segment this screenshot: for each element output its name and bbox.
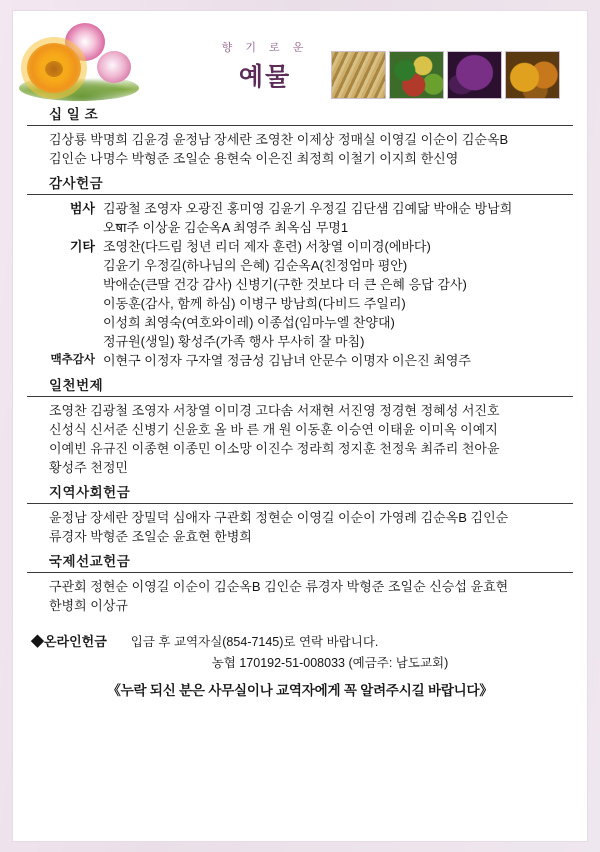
wheat-photo [331,51,386,99]
title-subtitle: 향 기 로 운 [221,42,309,54]
name-line: 이예빈 유규진 이종현 이종민 이소망 이진수 정라희 정지훈 천정욱 최쥬리 천아윤 [49,441,500,456]
title-main: 예물 [238,63,292,91]
subgroup-midyear [27,351,573,370]
subgroup-names [103,199,573,237]
vegetables-photo [389,51,444,99]
section-names [27,130,573,168]
name-line: 구관회 정현순 이영길 이순이 김순옥B 김인순 류경자 박형준 조일순 신승섭 윤효현 [49,579,509,594]
section-mission [27,550,573,615]
section-tithe [27,103,573,168]
subgroup-general [27,199,573,237]
name-line: 김윤기 우정길(하나님의 은혜) 김순옥A(친정엄마 평안) [103,258,408,273]
name-line: 류경자 박형준 조일순 윤효현 한병희 [49,529,252,544]
omission-note: 《누락 되신 분은 사무실이나 교역자에게 꼭 알려주시길 바랍니다》 [107,683,493,698]
name-line: 김인순 나명수 박형준 조일순 용현숙 이은진 최정희 이철기 이지희 한신영 [49,151,459,166]
subgroup-other [27,237,573,351]
photo-strip [331,51,560,99]
name-line: 신성식 신서준 신병기 신윤호 올 바 른 개 원 이동훈 이승연 이태윤 이미옥 이예지 [49,422,498,437]
section-heading: 일천번제 [49,378,104,393]
name-line: 이현구 이정자 구자열 정금성 김남녀 안문수 이명자 이은진 최영주 [103,353,471,368]
name-line: 이성희 최영숙(여호와이레) 이종섭(임마누엘 찬양대) [103,315,395,330]
offering-list [13,103,587,615]
account-text: 농협 170192-51-008033 (예금주: 남도교회) [211,656,449,670]
section-heading: 감사헌금 [49,176,104,191]
page-title [209,39,321,93]
flower-bouquet-icon [19,17,147,97]
section-names [27,577,573,615]
name-line: 오षा주 이상윤 김순옥A 최영주 최옥심 무명1 [103,220,349,235]
divider [27,396,573,397]
name-line: 윤정남 장세란 장밀덕 심애자 구관회 정현순 이영길 이순이 가영례 김순옥B 김인순 [49,510,509,525]
name-line: 정규원(생일) 황성주(가족 행사 무사히 잘 마침) [103,334,365,349]
name-line: 조영찬 김광철 조영자 서창열 이미경 고다솜 서재현 서진영 정경현 정혜성 서진호 [49,403,500,418]
online-offering-label: ◆온라인헌금 [31,634,107,649]
name-line: 김상룡 박명희 김윤경 윤정남 장세란 조영찬 이제상 정매실 이영길 이순이 김순옥B [49,132,509,147]
name-line: 김광철 조영자 오광진 홍미영 김윤기 우정길 김단샘 김예닮 박애순 방남희 [103,201,513,216]
contact-text: 입금 후 교역자실(854-7145)로 연락 바랍니다. [130,635,379,649]
subgroup-label: 기타 [69,239,95,254]
subgroup-names [103,237,573,351]
subgroup-label: 범사 [69,201,95,216]
section-heading: 국제선교헌금 [49,554,131,569]
footer [13,631,587,699]
section-community [27,481,573,546]
divider [27,125,573,126]
section-names [27,508,573,546]
section-heading: 지역사회헌금 [49,485,131,500]
subgroup-label: 맥추감사 [50,354,95,366]
divider [27,194,573,195]
section-thanksgiving [27,172,573,370]
divider [27,572,573,573]
name-line: 박애순(큰딸 건강 감사) 신병기(구한 것보다 더 큰 은혜 응답 감사) [103,277,467,292]
name-line: 이동훈(감사, 함께 하심) 이병구 방남희(다비드 주일리) [103,296,406,311]
divider [27,503,573,504]
section-thousand-offering [27,374,573,477]
grapes-photo [447,51,502,99]
name-line: 조영찬(다드림 청년 리더 제자 훈련) 서창열 이미경(에바다) [103,239,431,254]
section-heading: 십 일 조 [49,107,99,122]
bulletin-sheet [12,10,588,842]
subgroup-names [103,351,573,370]
name-line: 황성주 천정민 [49,460,128,475]
section-names [27,401,573,477]
harvest-photo [505,51,560,99]
name-line: 한병희 이상규 [49,598,128,613]
masthead [13,11,587,103]
